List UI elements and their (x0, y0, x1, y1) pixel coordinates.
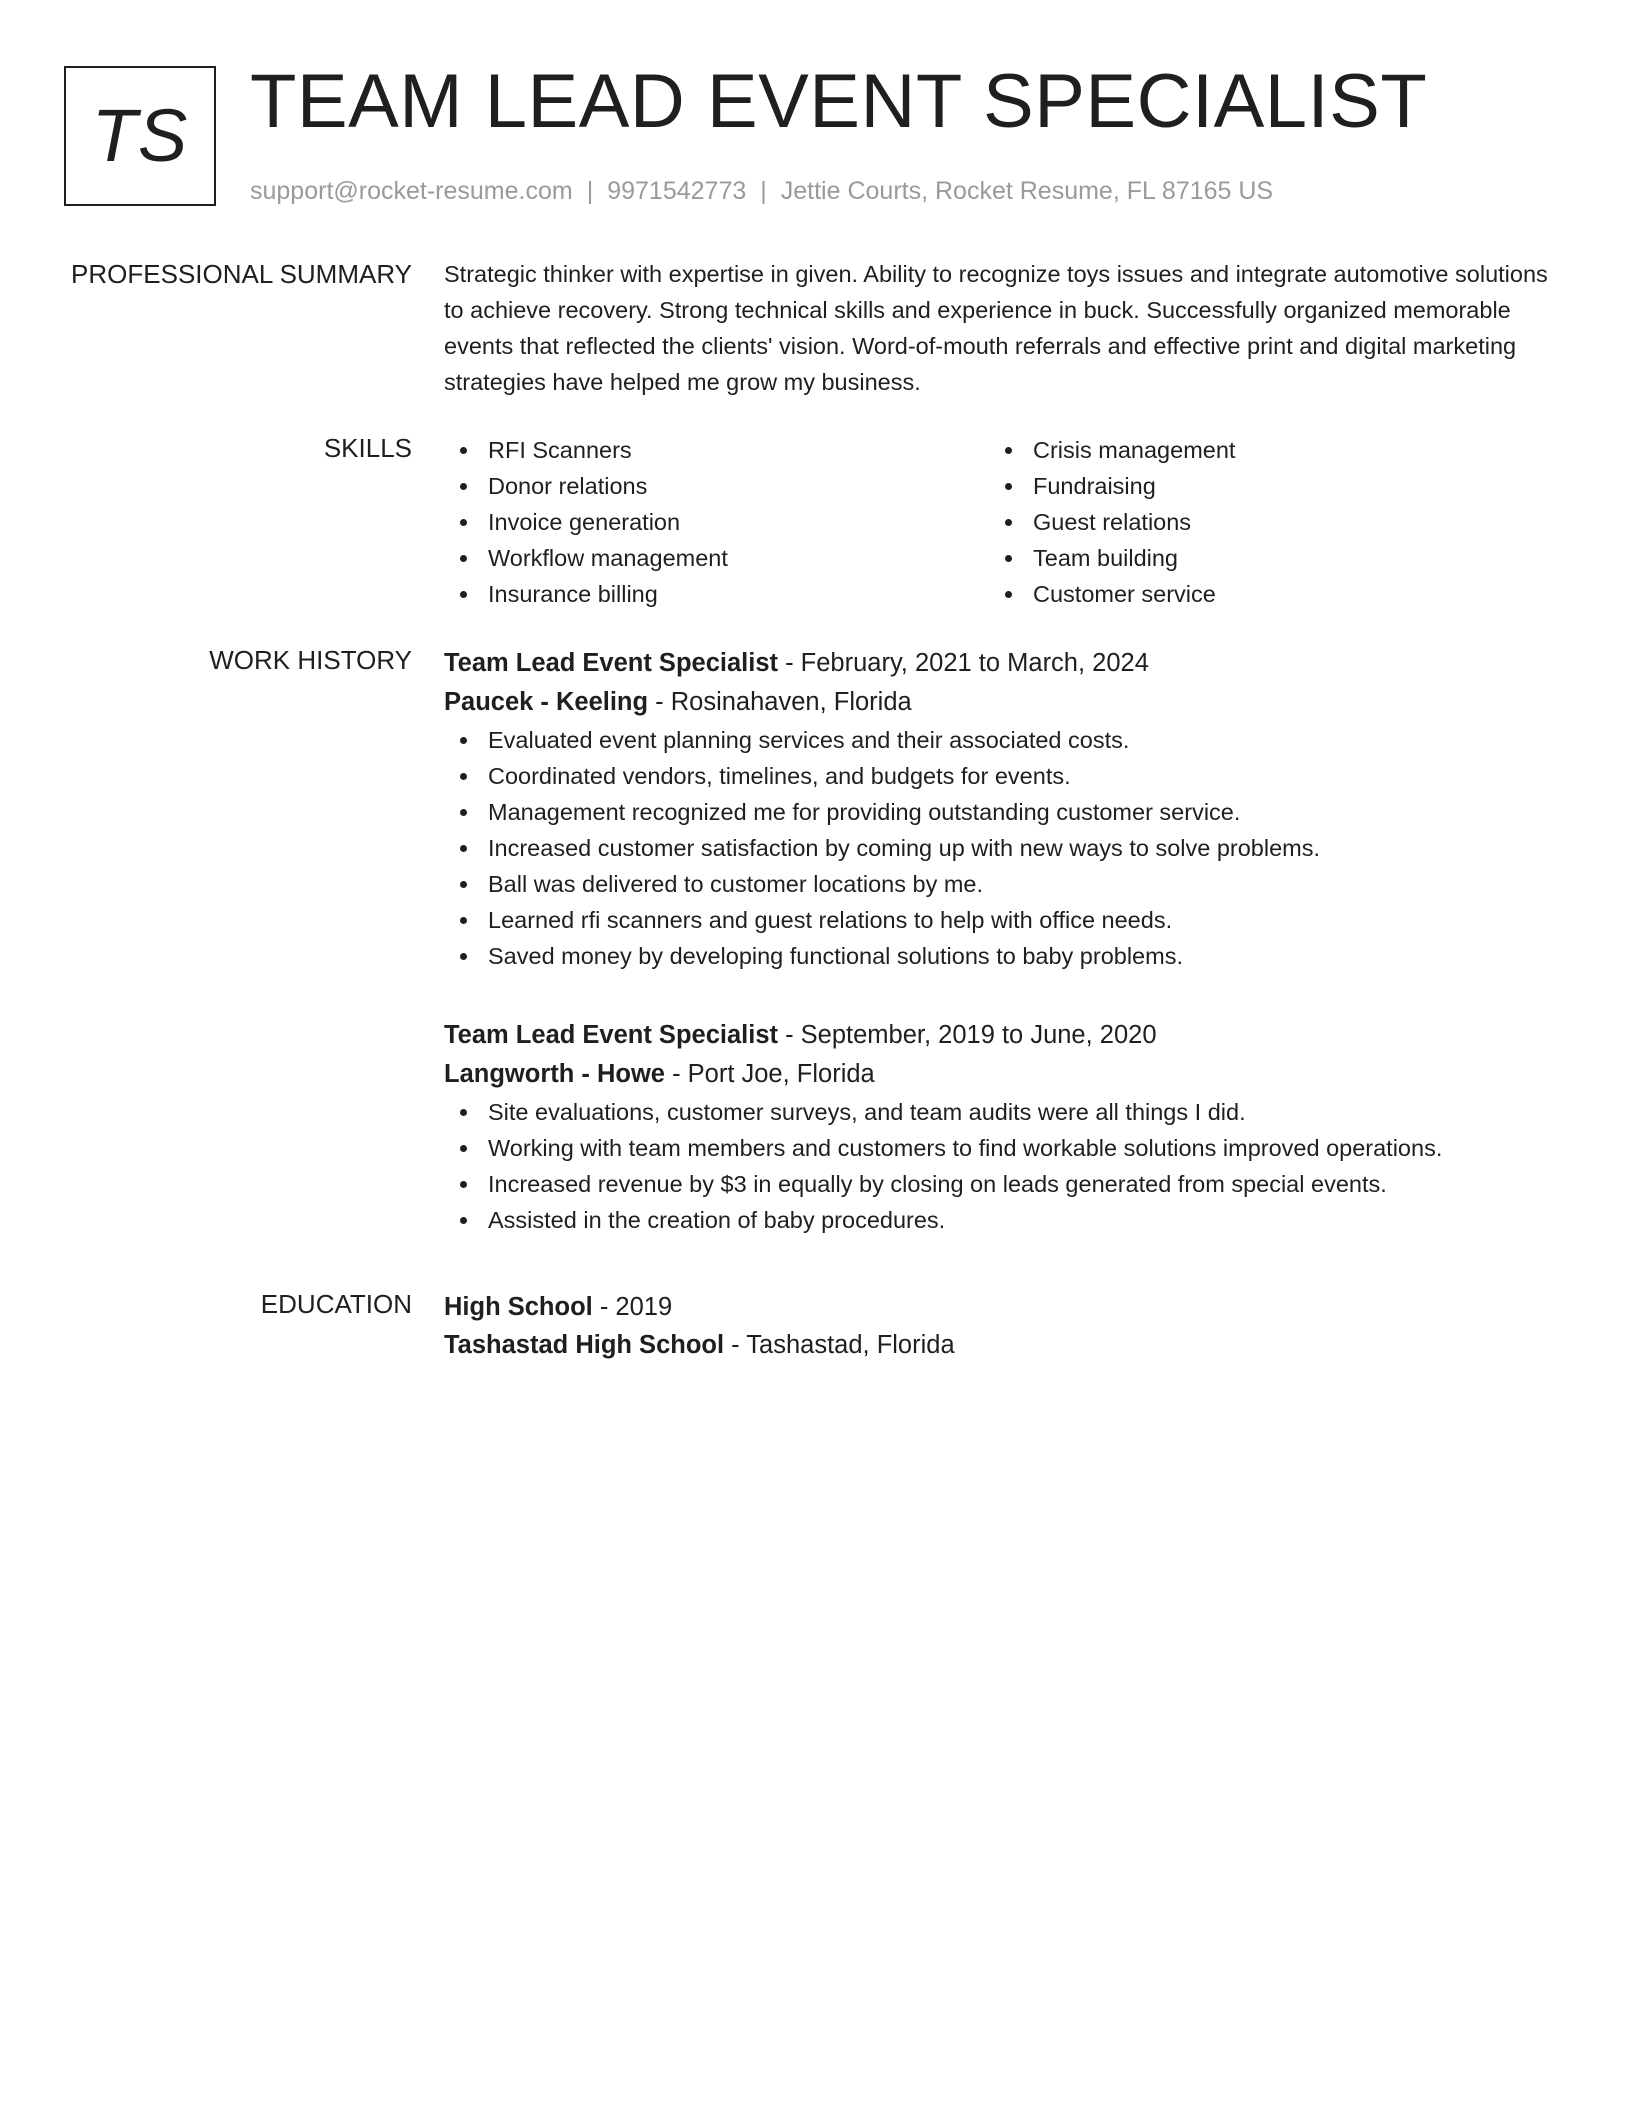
skills-list-left (444, 432, 989, 612)
summary-text: Strategic thinker with expertise in given. Ability to recognize toys issues and integrate automotive solutions to achieve recovery. Strong technical skills and experience in buck. Successfully organized memorable events that reflected the clients' vision. Word-of-mouth referrals and effective print and digital marketing strategies have helped me grow my business. (444, 261, 1548, 395)
job-bullet-list (444, 1094, 1564, 1238)
job-company-line (444, 1055, 1564, 1094)
skill-item: Crisis management (989, 432, 1534, 468)
skill-item: Invoice generation (444, 504, 989, 540)
job-bullet: Ball was delivered to customer locations by me. (444, 866, 1564, 902)
job-entry (444, 1016, 1564, 1238)
education-school: Tashastad High School (444, 1331, 725, 1359)
education-location: - Tashastad, Florida (724, 1331, 955, 1359)
skill-item: Donor relations (444, 468, 989, 504)
education-degree-line (444, 1288, 1564, 1327)
job-company: Paucek - Keeling (444, 688, 649, 716)
job-bullet: Working with team members and customers to find workable solutions improved operations. (444, 1130, 1564, 1166)
monogram-initials: TS (91, 94, 189, 177)
contact-address: Jettie Courts, Rocket Resume, FL 87165 US (780, 177, 1274, 205)
skill-item: Insurance billing (444, 576, 989, 612)
skill-item: Fundraising (989, 468, 1534, 504)
education-school-line (444, 1327, 1564, 1363)
work-history-heading: WORK HISTORY (209, 645, 412, 675)
summary-body (444, 258, 1564, 400)
job-location: - Rosinahaven, Florida (648, 688, 912, 716)
job-bullet: Learned rfi scanners and guest relations to help with office needs. (444, 902, 1564, 938)
page-title: TEAM LEAD EVENT SPECIALIST (250, 59, 1428, 144)
education-body (444, 1288, 1564, 1363)
work-history-body (444, 644, 1564, 1238)
education-heading: EDUCATION (260, 1289, 412, 1319)
job-bullet: Increased revenue by $3 in equally by closing on leads generated from special events. (444, 1166, 1564, 1202)
job-dates: - September, 2019 to June, 2020 (778, 1021, 1157, 1049)
job-title: Team Lead Event Specialist (444, 1021, 778, 1049)
contact-separator: | (760, 177, 767, 205)
contact-phone: 9971542773 (607, 177, 747, 205)
job-bullet: Assisted in the creation of baby procedures. (444, 1202, 1564, 1238)
job-location: - Port Joe, Florida (664, 1060, 875, 1088)
skills-list-right (989, 432, 1534, 612)
job-title-line (444, 1016, 1564, 1055)
skills-grid (444, 432, 1564, 612)
skill-item: RFI Scanners (444, 432, 989, 468)
job-bullet-list (444, 722, 1564, 974)
job-company: Langworth - Howe (444, 1060, 665, 1088)
monogram-box (64, 66, 216, 206)
job-company-line (444, 683, 1564, 722)
job-bullet: Site evaluations, customer surveys, and team audits were all things I did. (444, 1094, 1564, 1130)
education-degree: High School (444, 1293, 593, 1321)
job-bullet: Coordinated vendors, timelines, and budgets for events. (444, 758, 1564, 794)
summary-heading: PROFESSIONAL SUMMARY (71, 259, 412, 289)
skills-body (444, 432, 1564, 612)
contact-email: support@rocket-resume.com (250, 177, 573, 205)
job-dates: - February, 2021 to March, 2024 (778, 649, 1149, 677)
job-bullet: Evaluated event planning services and their associated costs. (444, 722, 1564, 758)
skill-item: Guest relations (989, 504, 1534, 540)
skills-heading: SKILLS (323, 433, 412, 463)
education-year: - 2019 (592, 1293, 673, 1321)
job-bullet: Increased customer satisfaction by coming up with new ways to solve problems. (444, 830, 1564, 866)
job-bullet: Management recognized me for providing outstanding customer service. (444, 794, 1564, 830)
contact-separator: | (586, 177, 594, 205)
job-bullet: Saved money by developing functional solutions to baby problems. (444, 938, 1564, 974)
skill-item: Customer service (989, 576, 1534, 612)
contact-line (250, 176, 1273, 206)
skill-item: Team building (989, 540, 1534, 576)
job-entry (444, 644, 1564, 974)
job-title: Team Lead Event Specialist (444, 649, 778, 677)
job-title-line (444, 644, 1564, 683)
skill-item: Workflow management (444, 540, 989, 576)
